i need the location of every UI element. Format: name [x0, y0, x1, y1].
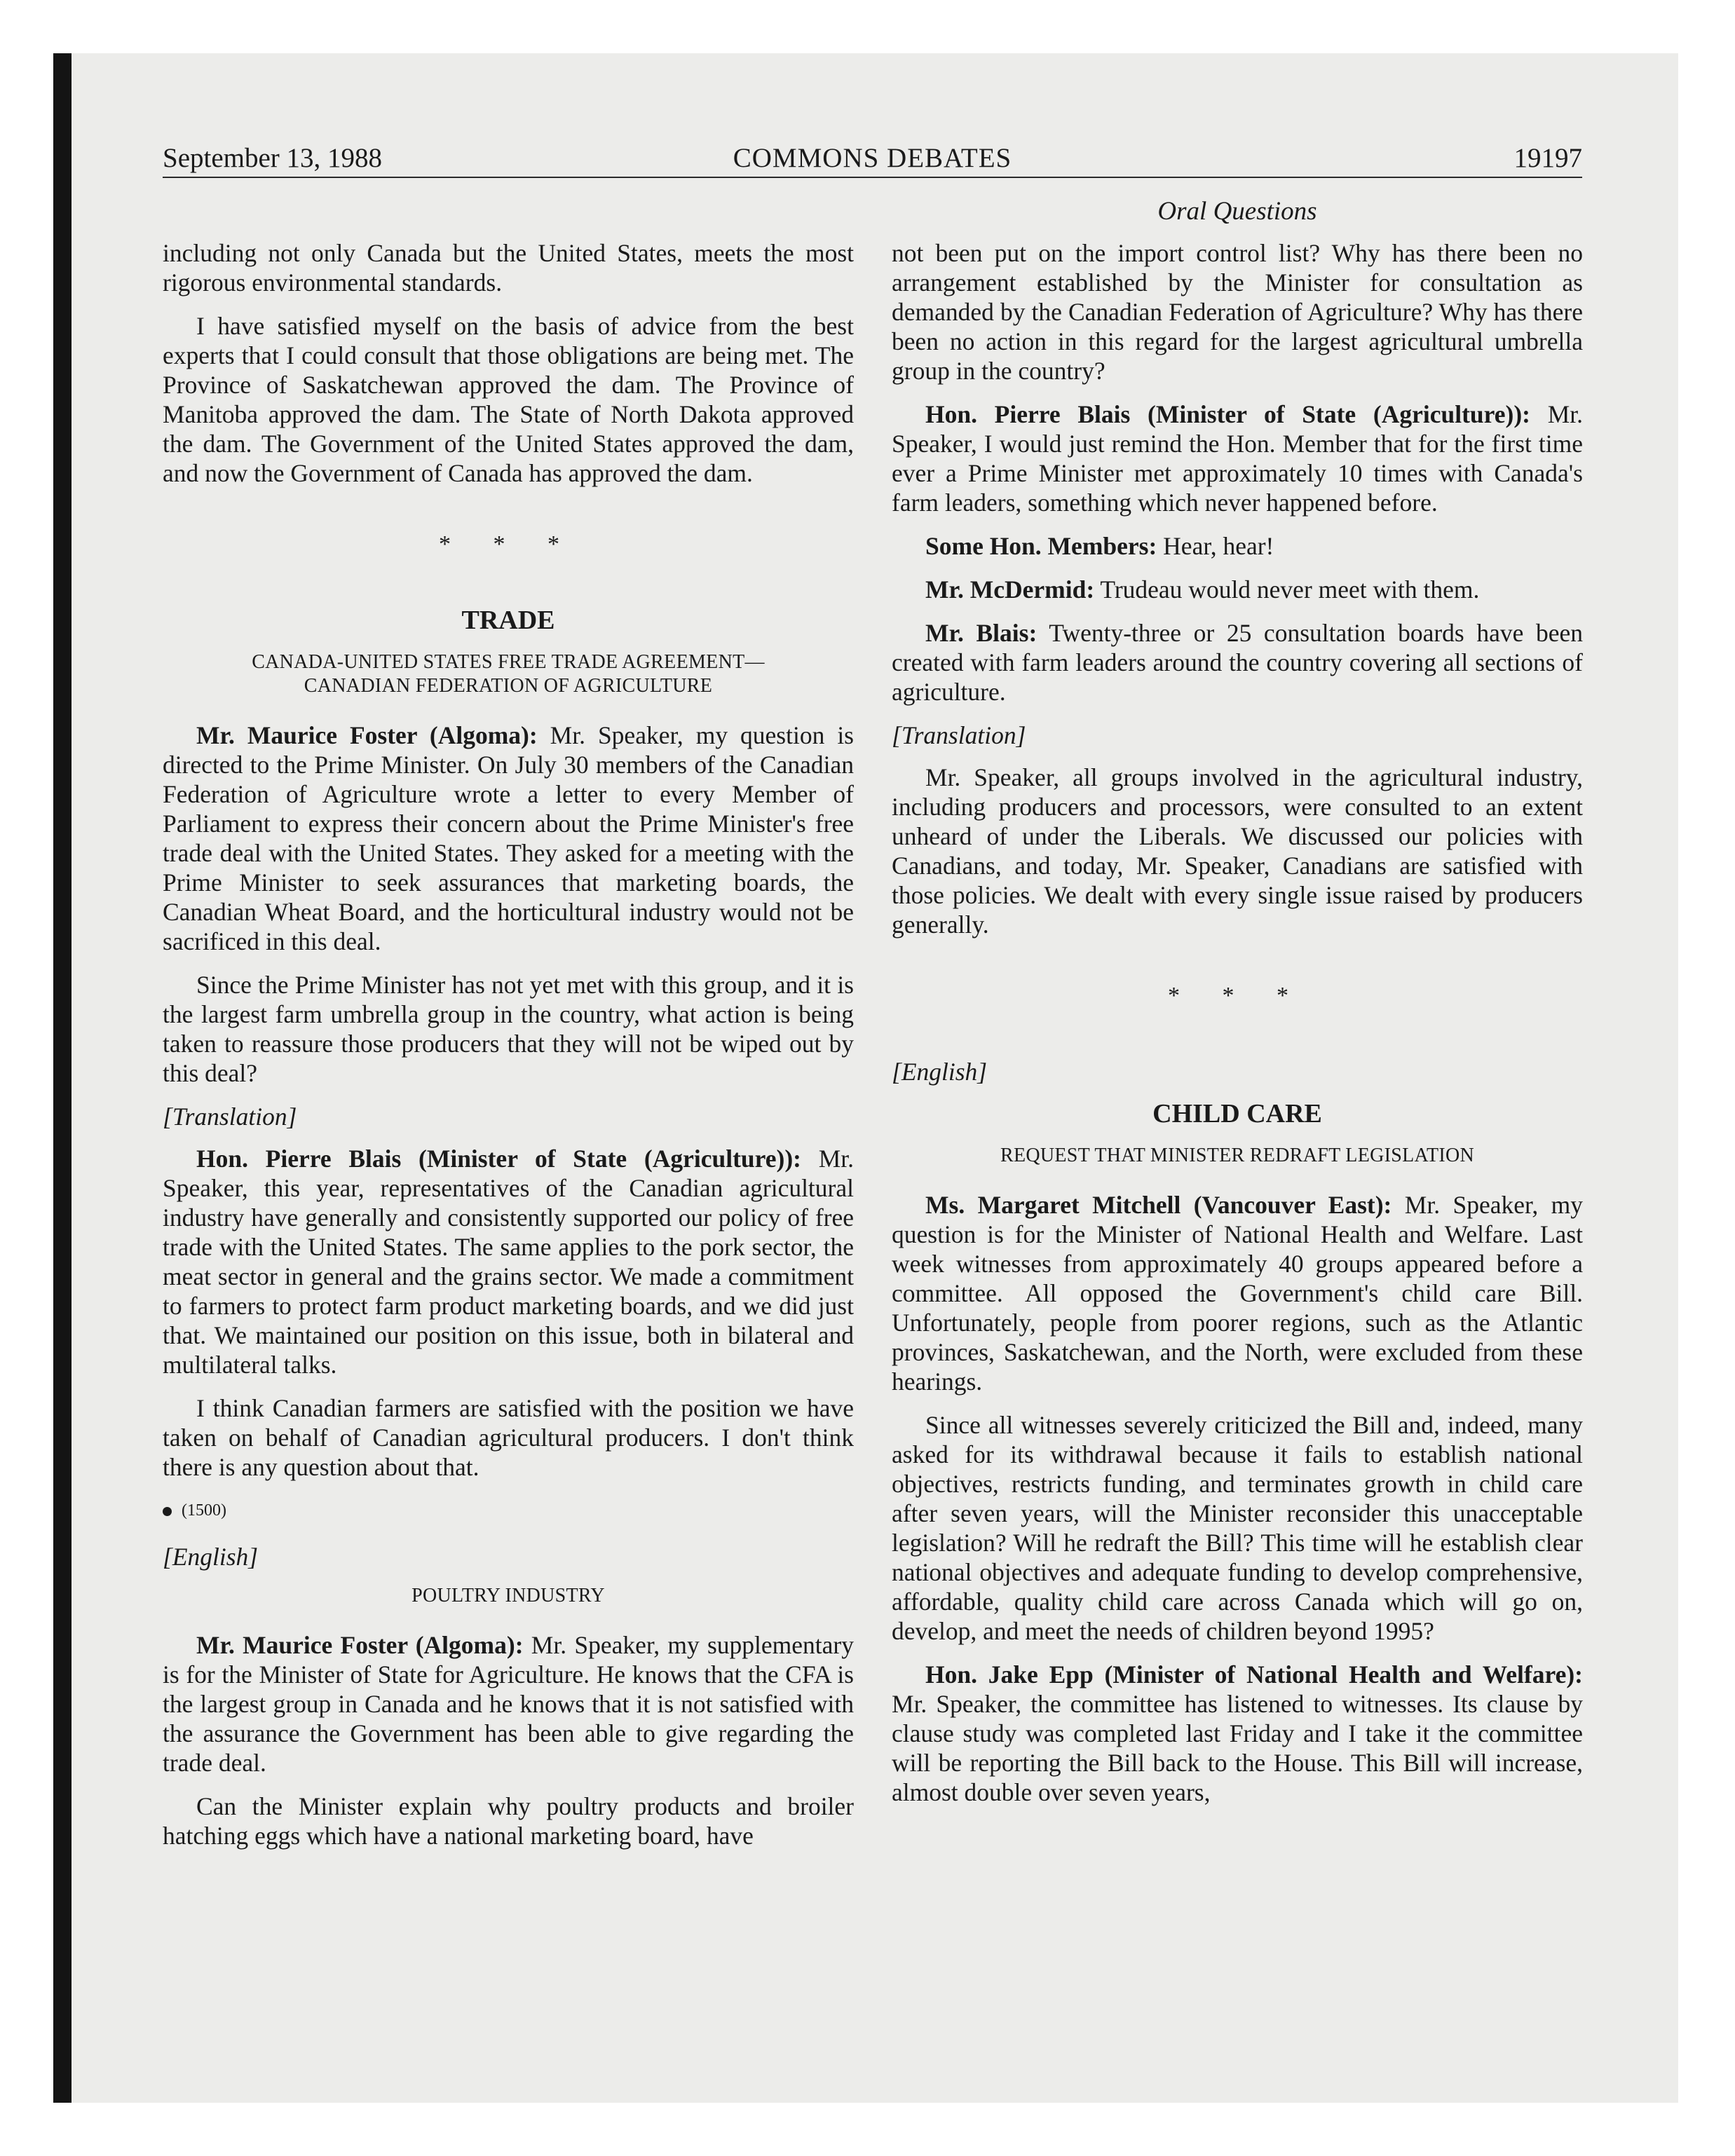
subheading-line: CANADA-UNITED STATES FREE TRADE AGREEMENT—: [252, 651, 765, 673]
speech-paragraph: [892, 531, 1583, 561]
header-title: COMMONS DEBATES: [733, 143, 1012, 173]
speech-text: Mr. Speaker, my question is for the Minister of National Health and Welfare. Last week witnesses from approximately 40 groups appeared before a committee. All opposed the Government's child care Bill. Unfortunately, people from poorer regions, such as the Atlantic provinces, Saskatchewan, and the North, were excluded from these hearings.: [892, 1191, 1583, 1396]
speech-paragraph: [892, 618, 1583, 707]
paragraph: I have satisfied myself on the basis of advice from the best experts that I could consult that those obligations are being met. The Province of Saskatchewan approved the dam. The Province of Manitoba approved the dam. The State of North Dakota approved the dam. The Government of the United States approved the dam, and now the Government of Canada has approved the dam.: [163, 312, 854, 487]
language-tag: [Translation]: [892, 721, 1026, 749]
paragraph: Can the Minister explain why poultry products and broiler hatching eggs which have a national marketing board, have: [163, 1792, 854, 1850]
binding-edge: [53, 53, 72, 2103]
time-marker: [163, 1496, 854, 1525]
speaker-name: Hon. Jake Epp (Minister of National Health and Welfare):: [925, 1660, 1583, 1688]
page-header: [163, 140, 1582, 178]
section-title-trade: TRADE: [461, 606, 555, 635]
speaker-name: Hon. Pierre Blais (Minister of State (Agriculture)):: [925, 400, 1530, 428]
speaker-name: Mr. Maurice Foster (Algoma):: [196, 721, 538, 749]
speech-text: Hear, hear!: [1157, 532, 1274, 560]
speech-paragraph: [163, 1144, 854, 1379]
section-title-child-care: CHILD CARE: [1152, 1099, 1322, 1128]
speaker-name: Mr. McDermid:: [925, 575, 1095, 603]
bullet-icon: [163, 1507, 172, 1516]
time-stamp: (1500): [182, 1501, 226, 1520]
paragraph: Since all witnesses severely criticized the Bill and, indeed, many asked for its withdrawal because it fails to establish national objectives, restricts funding, and terminates growth in child care after seven years, will the Minister reconsider this unacceptable legislation? Will he redraft the Bill? This time will he establish clear national objectives and adequate funding to develop comprehensive, affordable, quality child care across Canada which will go on, develop, and meet the needs of children beyond 1995?: [892, 1411, 1583, 1645]
speech-paragraph: [892, 1660, 1583, 1807]
speaker-name: Mr. Maurice Foster (Algoma):: [196, 1631, 524, 1659]
speaker-name: Hon. Pierre Blais (Minister of State (Agriculture)):: [196, 1145, 801, 1173]
speech-paragraph: [892, 400, 1583, 517]
section-separator: * * *: [439, 531, 578, 557]
language-tag: [English]: [892, 1058, 988, 1086]
paragraph: including not only Canada but the United States, meets the most rigorous environmental standards.: [163, 239, 854, 296]
speech-text: Twenty-three or 25 consultation boards have been created with farm leaders around the country covering all sections of agriculture.: [892, 619, 1583, 706]
speech-paragraph: [892, 575, 1583, 604]
speech-text: Mr. Speaker, this year, representatives of the Canadian agricultural industry have generally and consistently supported our policy of free trade with the United States. The same applies to the pork sector, the meat sector in general and the grains sector. We made a commitment to farmers to protect farm product marketing boards, and we did just that. We maintained our position on this issue, both in bilateral and multilateral talks.: [163, 1145, 854, 1379]
subheading: [163, 650, 854, 698]
section-separator: * * *: [1168, 983, 1307, 1009]
speech-text: Mr. Speaker, my supplementary is for the Minister of State for Agriculture. He knows that the CFA is the largest group in Canada and he knows that it is not satisfied with the assurance the Government has been able to give regarding the trade deal.: [163, 1631, 854, 1777]
speaker-name: Mr. Blais:: [925, 619, 1037, 647]
speech-paragraph: [163, 1630, 854, 1778]
running-head: Oral Questions: [1157, 197, 1317, 226]
subheading: REQUEST THAT MINISTER REDRAFT LEGISLATION: [1000, 1145, 1475, 1166]
speaker-name: Some Hon. Members:: [925, 532, 1157, 560]
subheading-line: CANADIAN FEDERATION OF AGRICULTURE: [304, 675, 713, 697]
speech-text: Mr. Speaker, my question is directed to the Prime Minister. On July 30 members of the Canadian Federation of Agriculture wrote a letter to every Member of Parliament to express their concern about the Prime Minister's free trade deal with the United States. They asked for a meeting with the Prime Minister to seek assurances that marketing boards, the Canadian Wheat Board, and the horticultural industry would not be sacrificed in this deal.: [163, 721, 855, 955]
right-column: [892, 238, 1583, 1821]
paragraph: not been put on the import control list? Why has there been no arrangement established by the Minister for consultation as demanded by the Canadian Federation of Agriculture? Why has there been no action in this regard for the largest agricultural umbrella group in the country?: [892, 239, 1583, 385]
speech-text: Mr. Speaker, I would just remind the Hon. Member that for the first time ever a Prime Minister met approximately 10 times with Canada's farm leaders, something which never happened before.: [892, 400, 1583, 517]
language-tag: [English]: [163, 1543, 259, 1571]
header-page-number: 19197: [1513, 143, 1582, 173]
paragraph: Mr. Speaker, all groups involved in the agricultural industry, including producers and processors, were consulted to an extent unheard of under the Liberals. We discussed our policies with Canadians, and today, Mr. Speaker, Canadians are satisfied with those policies. We dealt with every single issue raised by producers generally.: [892, 763, 1583, 939]
header-date: September 13, 1988: [163, 143, 383, 173]
subheading: POULTRY INDUSTRY: [411, 1585, 605, 1606]
speech-text: Mr. Speaker, the committee has listened to witnesses. Its clause by clause study was completed last Friday and I take it the committee will be reporting the Bill back to the House. This Bill will increase, almost double over seven years,: [892, 1690, 1583, 1806]
paragraph: I think Canadian farmers are satisfied with the position we have taken on behalf of Canadian agricultural producers. I don't think there is any question about that.: [163, 1394, 854, 1481]
speech-paragraph: [163, 721, 854, 956]
paragraph: Since the Prime Minister has not yet met with this group, and it is the largest farm umbrella group in the country, what action is being taken to reassure those producers that they will not be wiped out by this deal?: [163, 971, 854, 1087]
speech-paragraph: [892, 1190, 1583, 1396]
speech-text: Trudeau would never meet with them.: [1094, 575, 1480, 603]
language-tag: [Translation]: [163, 1103, 297, 1131]
left-column: [163, 238, 854, 1864]
speaker-name: Ms. Margaret Mitchell (Vancouver East):: [925, 1191, 1392, 1219]
